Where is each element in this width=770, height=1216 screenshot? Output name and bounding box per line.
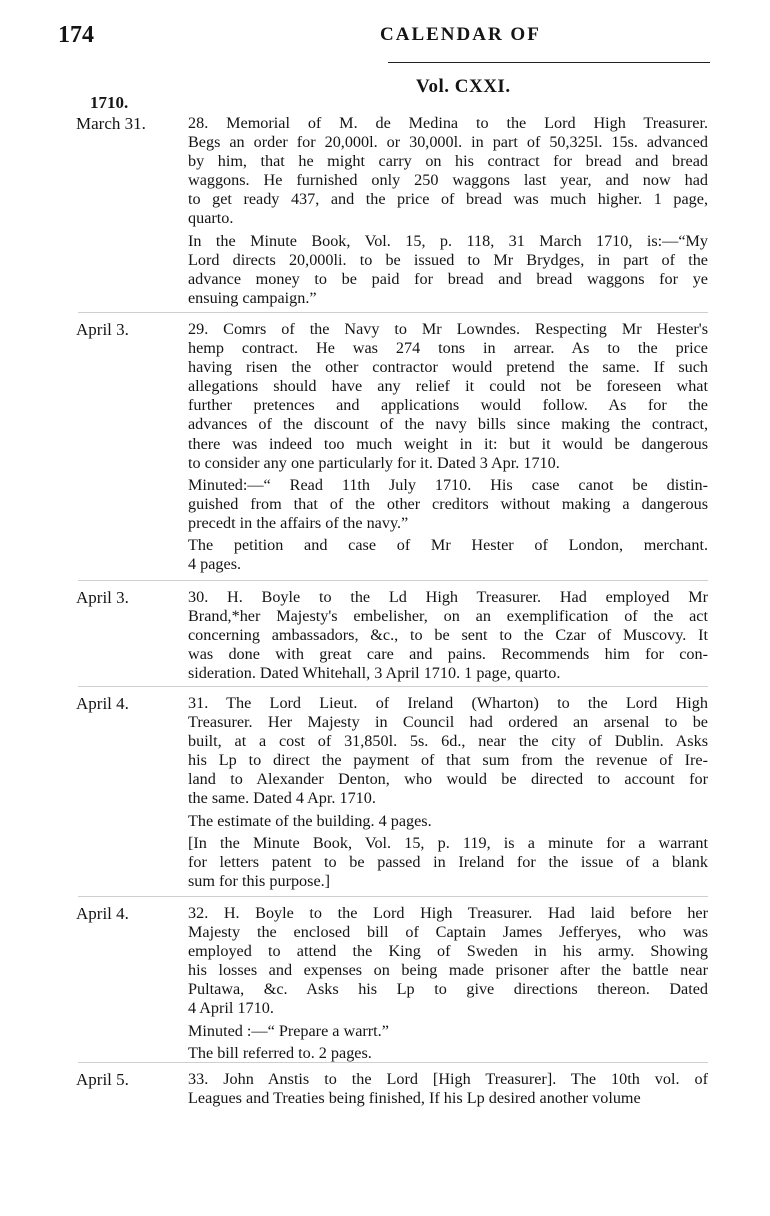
text-line: 4 April 1710. [188, 999, 274, 1018]
entry-paragraph [188, 232, 708, 308]
entry-paragraph [188, 536, 708, 574]
entry-divider [78, 580, 708, 581]
text-line: 32. H. Boyle to the Lord High Treasurer. Had laid before her [188, 904, 708, 922]
text-line: advance money to be paid for bread and bread waggons for ye [188, 269, 708, 288]
entry-paragraph [188, 694, 708, 809]
text-line: sideration. Dated Whitehall, 3 April 1710. 1 page, quarto. [188, 664, 561, 683]
entry-body [188, 904, 708, 1063]
text-line: In the Minute Book, Vol. 15, p. 118, 31 March 1710, is:—“My [188, 231, 708, 250]
text-line: was done with great care and pains. Recommends him for con- [188, 645, 708, 664]
entry-date: April 4. [76, 904, 129, 923]
entry-date: April 3. [76, 588, 129, 607]
entry-divider [78, 312, 708, 313]
text-line: by him, that he might carry on his contract for bread and bread [188, 152, 708, 171]
year-label: 1710. [90, 93, 129, 112]
header-rule [388, 62, 710, 63]
text-line: quarto. [188, 209, 234, 228]
entry-date: April 4. [76, 694, 129, 713]
text-line: to consider any one particularly for it. Dated 3 Apr. 1710. [188, 453, 560, 472]
entry-paragraph [188, 320, 708, 473]
text-line: Majesty the enclosed bill of Captain James Jefferyes, who was [188, 923, 708, 942]
volume-heading: Vol. CXXI. [416, 76, 511, 97]
entry-body [188, 588, 708, 683]
entry-body [188, 1070, 708, 1108]
text-line: 33. John Anstis to the Lord [High Treasurer]. The 10th vol. of [188, 1070, 708, 1088]
text-line: ensuing campaign.” [188, 288, 317, 307]
entry-divider [78, 1062, 708, 1063]
text-line: the same. Dated 4 Apr. 1710. [188, 789, 376, 808]
entry-body [188, 320, 708, 574]
entry-paragraph [188, 476, 708, 533]
text-line: further pretences and applications would follow. As for the [188, 396, 708, 415]
text-line: Minuted :—“ Prepare a warrt.” [188, 1021, 389, 1040]
text-line: 28. Memorial of M. de Medina to the Lord High Treasurer. [188, 114, 708, 132]
entry-body [188, 114, 708, 308]
entry-divider [78, 896, 708, 897]
text-line: Leagues and Treaties being finished, If his Lp desired another volume [188, 1089, 641, 1108]
entry-paragraph [188, 904, 708, 1019]
text-line: The bill referred to. 2 pages. [188, 1043, 372, 1062]
entry-paragraph [188, 1044, 708, 1063]
text-line: Begs an order for 20,000l. or 30,000l. in part of 50,325l. 15s. advanced [188, 133, 708, 152]
entry-date: April 3. [76, 320, 129, 339]
entry-paragraph [188, 834, 708, 891]
text-line: hemp contract. He was 274 tons in arrear. As to the price [188, 339, 708, 358]
text-line: Treasurer. Her Majesty in Council had ordered an arsenal to be [188, 713, 708, 732]
text-line: precedt in the affairs of the navy.” [188, 513, 409, 532]
entry-paragraph [188, 1070, 708, 1108]
text-line: Minuted:—“ Read 11th July 1710. His case canot be distin- [188, 475, 708, 494]
text-line: guished from that of the other creditors without making a dangerous [188, 494, 708, 513]
text-line: Pultawa, &c. Asks his Lp to give directions thereon. Dated [188, 980, 708, 999]
entry-paragraph [188, 114, 708, 229]
text-line: Brand,*her Majesty's embelisher, on an exemplification of the act [188, 607, 708, 626]
text-line: 30. H. Boyle to the Ld High Treasurer. Had employed Mr [188, 588, 708, 606]
text-line: waggons. He furnished only 250 waggons last year, and now had [188, 171, 708, 190]
text-line: land to Alexander Denton, who would be directed to account for [188, 770, 708, 789]
entry-paragraph [188, 1022, 708, 1041]
text-line: allegations should have any relief it could not be foreseen what [188, 377, 708, 396]
text-line: employed to attend the King of Sweden in his army. Showing [188, 942, 708, 961]
entry-body [188, 694, 708, 891]
text-line: concerning ambassadors, &c., to be sent to the Czar of Muscovy. It [188, 626, 708, 645]
text-line: for letters patent to be passed in Ireland for the issue of a blank [188, 852, 708, 871]
entry-paragraph [188, 812, 708, 831]
text-line: his Lp to direct the payment of that sum from the revenue of Ire- [188, 751, 708, 770]
page-number: 174 [58, 22, 94, 48]
text-line: The petition and case of Mr Hester of London, merchant. [188, 536, 708, 555]
text-line: built, at a cost of 31,850l. 5s. 6d., near the city of Dublin. Asks [188, 732, 708, 751]
text-line: sum for this purpose.] [188, 871, 331, 890]
running-title: CALENDAR OF [380, 24, 541, 45]
entry-paragraph [188, 588, 708, 683]
text-line: 31. The Lord Lieut. of Ireland (Wharton) to the Lord High [188, 694, 708, 712]
text-line: his losses and expenses on being made prisoner after the battle near [188, 961, 708, 980]
text-line: advances of the discount of the navy bills since making the contract, [188, 415, 708, 434]
text-line: to get ready 437, and the price of bread was much higher. 1 page, [188, 190, 708, 209]
entry-divider [78, 686, 708, 687]
text-line: [In the Minute Book, Vol. 15, p. 119, is a minute for a warrant [188, 833, 708, 852]
text-line: there was indeed too much weight in it: but it would be dangerous [188, 434, 708, 453]
text-line: The estimate of the building. 4 pages. [188, 811, 432, 830]
entry-date: March 31. [76, 114, 146, 133]
text-line: Lord directs 20,000li. to be issued to Mr Brydges, in part of the [188, 250, 708, 269]
text-line: having risen the other contractor would pretend the same. If such [188, 358, 708, 377]
entry-date: April 5. [76, 1070, 129, 1089]
text-line: 29. Comrs of the Navy to Mr Lowndes. Respecting Mr Hester's [188, 320, 708, 338]
text-line: 4 pages. [188, 555, 242, 574]
